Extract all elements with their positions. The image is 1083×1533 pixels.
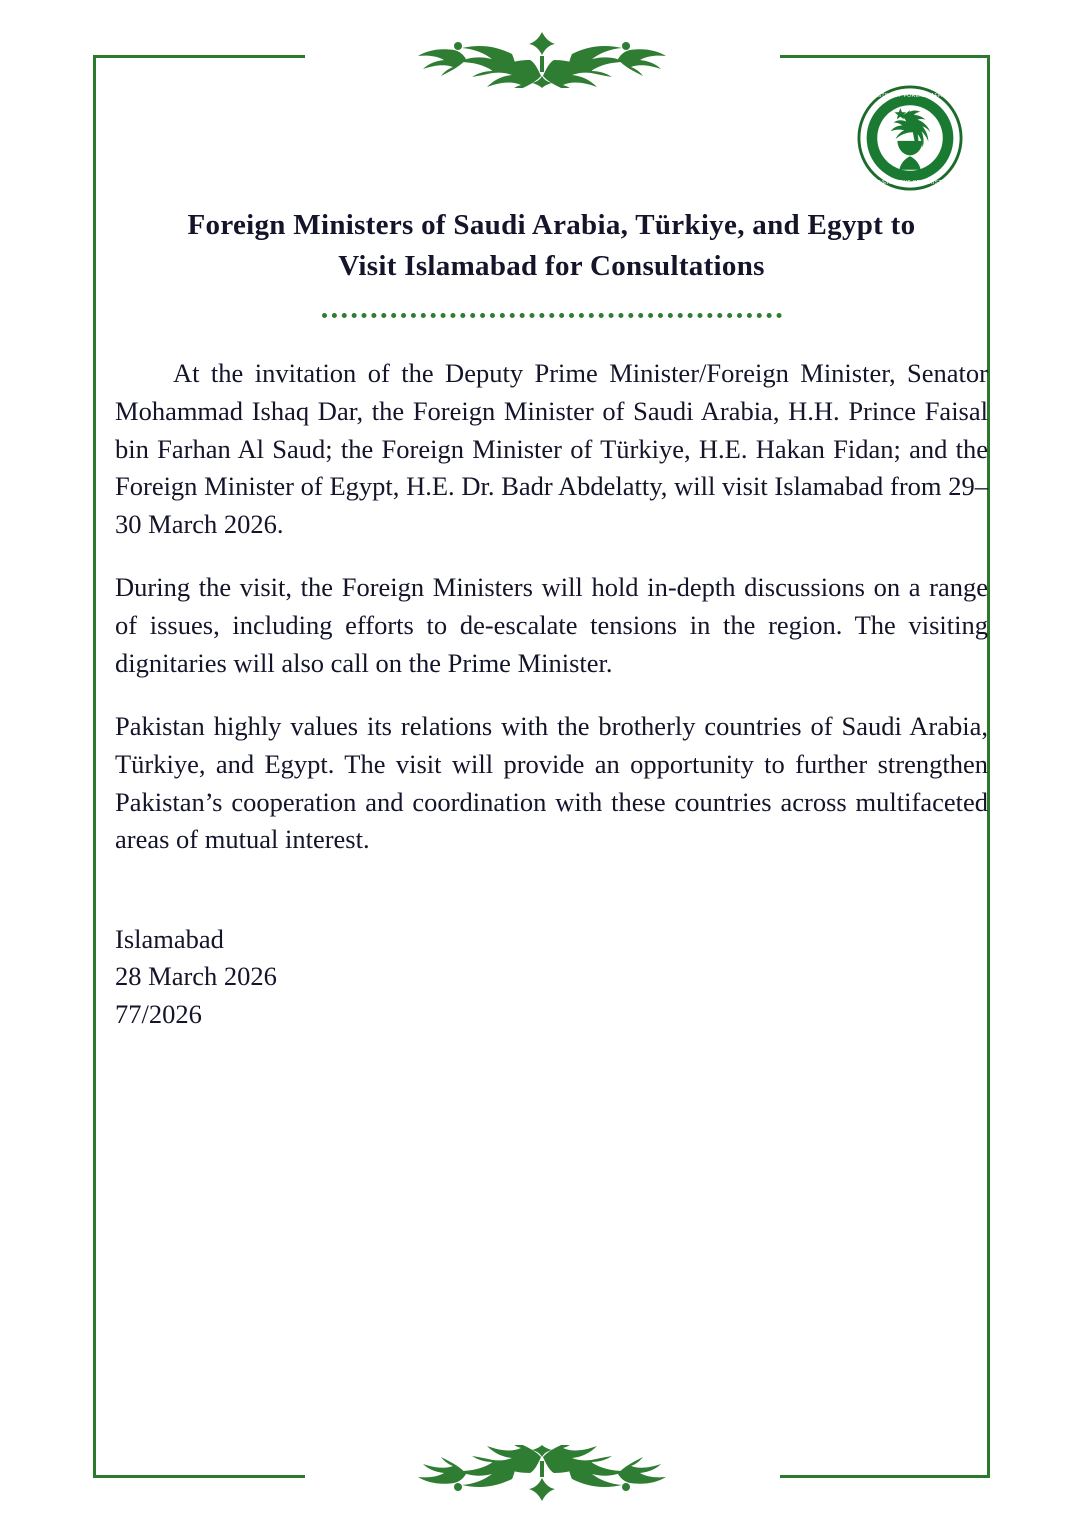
signoff-block: [115, 921, 988, 1034]
paragraph-1: At the invitation of the Deputy Prime Minister/Foreign Minister, Senator Mohammad Ishaq Dar, the Foreign Minister of Saudi Arabia, H.H. Prince Faisal bin Farhan Al Saud; the Foreign Minister of Türkiye, H.E. Hakan Fidan; and the Foreign Minister of Egypt, H.E. Dr. Badr Abdelatty, will visit Islamabad from 29–30 March 2026.: [115, 358, 988, 539]
ornament-flourish-top: [362, 26, 722, 88]
body-text: [115, 355, 988, 859]
signoff-date: 28 March 2026: [115, 961, 277, 992]
paragraph-2: During the visit, the Foreign Ministers will hold in-depth discussions on a range of issues, including efforts to de-escalate tensions in the region. The visiting dignitaries will also call on the Prime Minister.: [115, 572, 988, 678]
page-title: Foreign Ministers of Saudi Arabia, Türkiye, and Egypt to Visit Islamabad for Consultations: [187, 209, 916, 283]
ministry-emblem-icon: [857, 85, 963, 191]
signoff-place: Islamabad: [115, 923, 224, 954]
ornament-flourish-bottom: [362, 1445, 722, 1507]
paragraph-3: Pakistan highly values its relations with the brotherly countries of Saudi Arabia, Türkiye, and Egypt. The visit will provide an opportunity to further strengthen Pakistan’s cooperation and coordination with these countries across multifaceted areas of mutual interest.: [115, 711, 988, 855]
svg-text:GOVERNMENT OF PAKISTAN: GOVERNMENT OF PAKISTAN: [870, 180, 950, 187]
document-content: [115, 205, 988, 1034]
dotted-divider: [322, 313, 782, 323]
svg-text:MINISTRY OF FOREIGN AFFAIRS: MINISTRY OF FOREIGN AFFAIRS: [865, 93, 955, 100]
signoff-reference: 77/2026: [115, 999, 202, 1030]
